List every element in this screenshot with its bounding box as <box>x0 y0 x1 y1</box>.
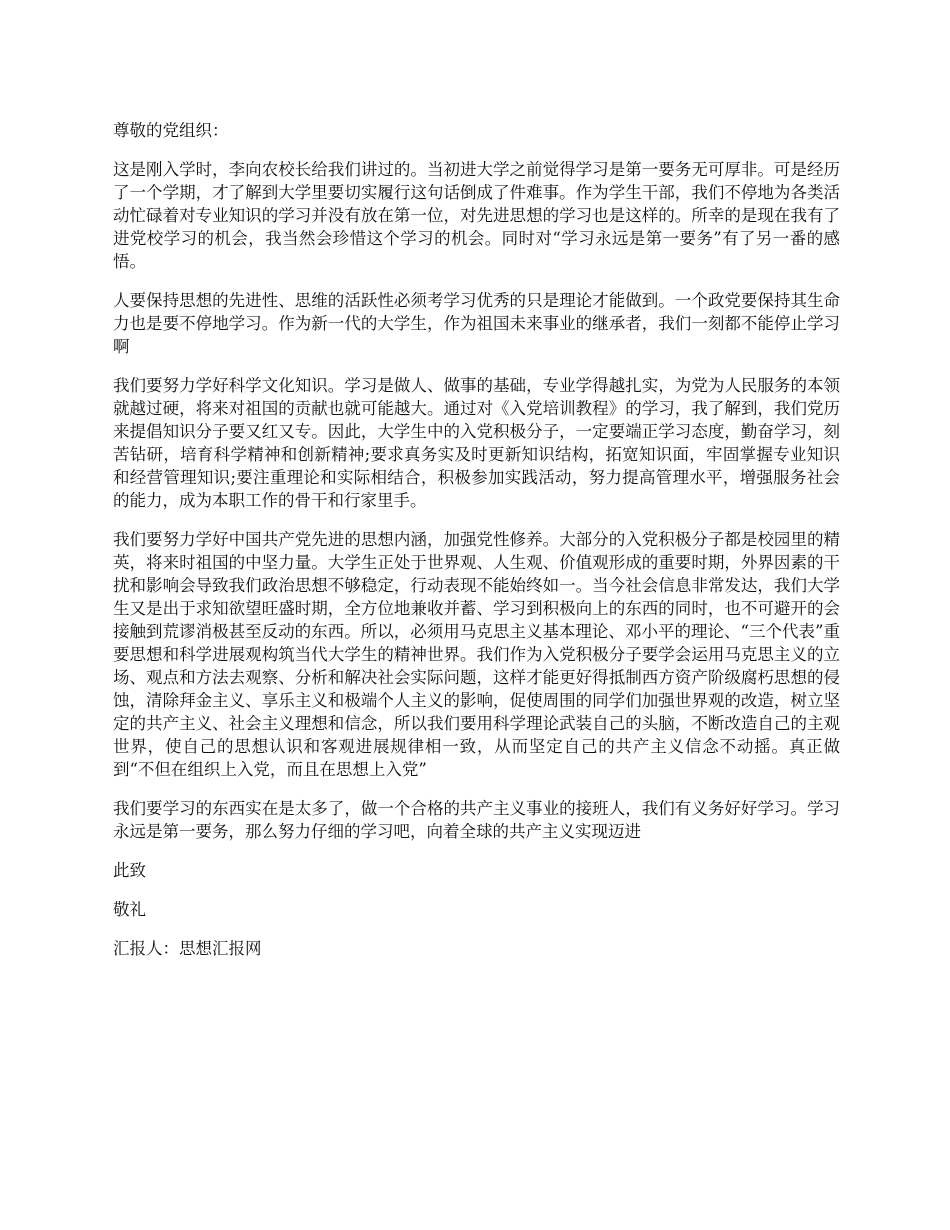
paragraph-5: 我们要学习的东西实在是太多了，做一个合格的共产主义事业的接班人，我们有义务好好学习。学习永远是第一要务，那么努力仔细的学习吧，向着全球的共产主义实现迈进 <box>113 799 840 841</box>
closing-line-2: 敬礼 <box>113 900 146 919</box>
signature: 汇报人：思想汇报网 <box>113 939 262 958</box>
paragraph-4: 我们要努力学好中国共产党先进的思想内涵，加强党性修养。大部分的入党积极分子都是校园里的精英，将来时祖国的中坚力量。大学生正处于世界观、人生观、价值观形成的重要时期，外界因素的干扰和影响会导致我们政治思想不够稳定，行动表现不能始终如一。当今社会信息非常发达，我们大学生又是出于求知欲望旺盛时期，全方位地兼收并蓄、学习到积极向上的东西的同时，也不可避开的会接触到荒谬消极甚至反动的东西。所以，必须用马克思主义基本理论、邓小平的理论、“三个代表”重要思想和科学进展观构筑当代大学生的精神世界。我们作为入党积极分子要学会运用马克思主义的立场、观点和方法去观察、分析和解决社会实际问题，这样才能更好得抵制西方资产阶级腐朽思想的侵蚀，清除拜金主义、享乐主义和极端个人主义的影响，促使周围的同学们加强世界观的改造，树立坚定的共产主义、社会主义理想和信念，所以我们要用科学理论武装自己的头脑，不断改造自己的主观世界，使自己的思想认识和客观进展规律相一致，从而坚定自己的共产主义信念不动摇。真正做到“不但在组织上入党，而且在思想上入党” <box>113 530 840 779</box>
paragraph-3: 我们要努力学好科学文化知识。学习是做人、做事的基础，专业学得越扎实，为党为人民服务的本领就越过硬，将来对祖国的贡献也就可能越大。通过对《入党培训教程》的学习，我了解到，我们党历来提倡知识分子要又红又专。因此，大学生中的入党积极分子，一定要端正学习态度，勤奋学习，刻苦钻研，培育科学精神和创新精神;要求真务实及时更新知识结构，拓宽知识面，牢固掌握专业知识和经营管理知识;要注重理论和实际相结合，积极参加实践活动，努力提高管理水平，增强服务社会的能力，成为本职工作的骨干和行家里手。 <box>113 376 840 510</box>
letter-document <box>113 119 840 976</box>
paragraph-2: 人要保持思想的先进性、思维的活跃性必须考学习优秀的只是理论才能做到。一个政党要保持其生命力也是要不停地学习。作为新一代的大学生，作为祖国未来事业的继承者，我们一刻都不能停止学习啊 <box>113 291 840 356</box>
closing-line-1: 此致 <box>113 861 146 880</box>
paragraph-1: 这是刚入学时，李向农校长给我们讲过的。当初进大学之前觉得学习是第一要务无可厚非。可是经历了一个学期，才了解到大学里要切实履行这句话倒成了件难事。作为学生干部，我们不停地为各类活动忙碌着对专业知识的学习并没有放在第一位，对先进思想的学习也是这样的。所幸的是现在我有了进党校学习的机会，我当然会珍惜这个学习的机会。同时对“学习永远是第一要务”有了另一番的感悟。 <box>113 160 840 271</box>
salutation: 尊敬的党组织： <box>113 121 229 140</box>
